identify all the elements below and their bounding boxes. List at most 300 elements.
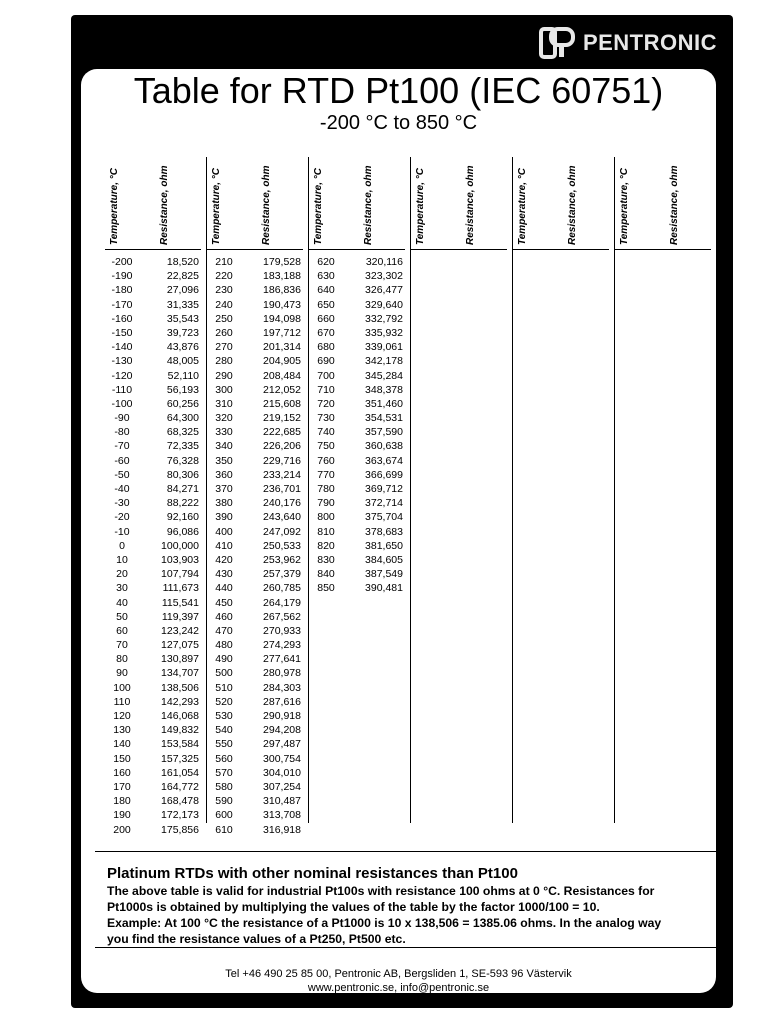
resistance-cell: 384,605 (365, 553, 403, 566)
table-row (105, 709, 205, 723)
resistance-cell: 27,096 (166, 284, 199, 297)
temperature-cell: 310 (215, 397, 233, 410)
temperature-cell: -70 (114, 440, 130, 453)
temperature-cell: 90 (116, 667, 128, 680)
table-row (309, 255, 409, 269)
resistance-cell: 375,704 (365, 511, 403, 524)
column-group (309, 157, 411, 823)
table-row (309, 468, 409, 482)
table-row (207, 496, 307, 510)
table-row (105, 808, 205, 822)
temperature-cell: -80 (114, 426, 130, 439)
resistance-cell: 297,487 (263, 738, 301, 751)
temperature-cell: -100 (111, 397, 133, 410)
resistance-cell: 92,160 (166, 511, 199, 524)
temperature-cell: 170 (113, 780, 131, 793)
resistance-cell: 115,541 (161, 596, 199, 609)
temperature-cell: 790 (317, 497, 335, 510)
table-rows (309, 255, 409, 596)
table-row (309, 326, 409, 340)
temperature-cell: 550 (215, 738, 233, 751)
resistance-cell: 201,314 (263, 341, 301, 354)
resistance-cell: 183,188 (263, 270, 301, 283)
table-row (207, 610, 307, 624)
table-row (207, 638, 307, 652)
resistance-cell: 366,699 (365, 468, 403, 481)
resistance-cell: 290,918 (263, 710, 301, 722)
resistance-cell: 142,293 (161, 695, 199, 708)
table-row (309, 283, 409, 297)
table-row (207, 482, 307, 496)
temperature-cell: 200 (113, 823, 131, 836)
resistance-cell: 222,685 (263, 426, 301, 439)
table-row (105, 510, 205, 524)
temperature-cell: 250 (215, 312, 233, 325)
table-row (309, 539, 409, 553)
footer (81, 967, 716, 993)
table-row (105, 326, 205, 340)
temperature-cell: 430 (215, 568, 233, 581)
footer-web: www.pentronic.se, info@pentronic.se (307, 982, 490, 993)
temperature-cell: 710 (317, 383, 335, 396)
resistance-cell: 345,284 (365, 369, 403, 382)
note-line: The above table is valid for industrial Pt100s with resistance 100 ohms at 0 °C. Resistances for (107, 884, 655, 898)
table-row (105, 369, 205, 383)
table-row (105, 454, 205, 468)
resistance-cell: 226,206 (263, 440, 301, 453)
temperature-cell: 60 (116, 624, 128, 637)
column-group (207, 157, 309, 836)
resistance-header: Resistance, ohm (465, 165, 476, 245)
table-row (105, 283, 205, 297)
temperature-cell: 410 (215, 539, 233, 552)
resistance-cell: 320,116 (365, 256, 403, 268)
table-row (105, 397, 205, 411)
page-subtitle: -200 °C to 850 °C (319, 112, 478, 134)
resistance-cell: 212,052 (263, 383, 301, 396)
table-row (105, 468, 205, 482)
table-row (207, 468, 307, 482)
resistance-cell: 146,068 (161, 710, 199, 722)
table-row (309, 298, 409, 312)
page-title: Table for RTD Pt100 (IEC 60751) (133, 70, 664, 111)
table-row (207, 553, 307, 567)
temperature-cell: 260 (215, 326, 233, 339)
resistance-cell: 107,794 (161, 568, 199, 581)
table-row (309, 411, 409, 425)
resistance-cell: 378,683 (365, 525, 403, 538)
resistance-cell: 100,000 (161, 539, 199, 552)
resistance-cell: 240,176 (263, 497, 301, 510)
temperature-cell: 210 (215, 256, 233, 268)
temperature-cell: 780 (317, 483, 335, 495)
column-header (309, 157, 405, 250)
temperature-header: Temperature, °C (517, 168, 528, 245)
temperature-cell: -130 (111, 355, 133, 368)
temperature-cell: 320 (215, 412, 233, 425)
temperature-cell: 300 (215, 383, 233, 396)
temperature-cell: 520 (215, 695, 233, 708)
info-note (95, 851, 716, 948)
table-row (105, 255, 205, 269)
resistance-cell: 270,933 (263, 624, 301, 637)
table-row (105, 780, 205, 794)
resistance-cell: 280,978 (263, 667, 301, 680)
note-line: Example: At 100 °C the resistance of a Pt1000 is 10 x 138,506 = 1385.06 ohms. In the analog way (107, 916, 662, 930)
table-row (309, 496, 409, 510)
temperature-cell: 770 (317, 468, 335, 481)
temperature-cell: 110 (113, 695, 131, 708)
resistance-cell: 243,640 (263, 511, 301, 524)
table-row (105, 766, 205, 780)
temperature-cell: -90 (114, 412, 130, 425)
temperature-cell: 810 (317, 525, 335, 538)
table-row (207, 425, 307, 439)
table-row (105, 269, 205, 283)
resistance-cell: 215,608 (263, 397, 301, 410)
column-header (411, 157, 507, 250)
table-row (207, 340, 307, 354)
temperature-header: Temperature, °C (415, 168, 426, 245)
footer-contact: Tel +46 490 25 85 00, Pentronic AB, Bergsliden 1, SE-593 96 Västervik (225, 968, 572, 980)
temperature-cell: 610 (215, 823, 233, 836)
column-header (105, 157, 201, 250)
temperature-cell: 700 (317, 369, 335, 382)
temperature-cell: 720 (317, 397, 335, 410)
resistance-cell: 134,707 (161, 667, 199, 680)
resistance-cell: 72,335 (166, 440, 199, 453)
table-row (105, 482, 205, 496)
temperature-cell: 70 (116, 639, 128, 652)
table-row (105, 496, 205, 510)
temperature-cell: 450 (215, 596, 233, 609)
resistance-cell: 157,325 (161, 752, 199, 765)
table-row (105, 794, 205, 808)
table-row (105, 681, 205, 695)
table-row (105, 340, 205, 354)
resistance-cell: 68,325 (166, 426, 199, 439)
table-rows (105, 255, 205, 837)
table-row (105, 737, 205, 751)
table-row (309, 397, 409, 411)
table-row (207, 283, 307, 297)
resistance-cell: 300,754 (263, 752, 301, 765)
table-row (105, 411, 205, 425)
resistance-cell: 39,723 (166, 326, 199, 339)
column-header (615, 157, 711, 250)
resistance-header: Resistance, ohm (363, 165, 374, 245)
table-row (309, 439, 409, 453)
table-row (207, 808, 307, 822)
resistance-cell: 360,638 (365, 440, 403, 453)
resistance-cell: 348,378 (365, 383, 403, 396)
temperature-cell: 220 (215, 270, 233, 283)
temperature-cell: 800 (317, 511, 335, 524)
resistance-cell: 204,905 (263, 355, 301, 368)
resistance-cell: 329,640 (365, 298, 403, 311)
resistance-cell: 339,061 (365, 341, 403, 354)
temperature-cell: 190 (113, 809, 131, 822)
table-row (105, 312, 205, 326)
table-row (207, 454, 307, 468)
rtd-table (105, 157, 714, 836)
resistance-cell: 351,460 (365, 397, 403, 410)
resistance-cell: 264,179 (263, 596, 301, 609)
resistance-cell: 149,832 (161, 724, 199, 737)
temperature-cell: 280 (215, 355, 233, 368)
resistance-cell: 332,792 (365, 312, 403, 325)
temperature-cell: 490 (215, 653, 233, 666)
column-header (207, 157, 303, 250)
resistance-cell: 236,701 (263, 483, 301, 495)
temperature-cell: 480 (215, 639, 233, 652)
table-row (207, 581, 307, 595)
temperature-header: Temperature, °C (313, 168, 324, 245)
table-row (309, 525, 409, 539)
temperature-header: Temperature, °C (109, 168, 120, 245)
temperature-cell: -160 (111, 312, 133, 325)
resistance-header: Resistance, ohm (567, 165, 578, 245)
resistance-cell: 164,772 (161, 780, 199, 793)
temperature-cell: 80 (116, 653, 128, 666)
table-rows (207, 255, 307, 837)
table-row (207, 525, 307, 539)
temperature-cell: 460 (215, 610, 233, 623)
resistance-cell: 247,092 (263, 525, 301, 538)
temperature-cell: 640 (317, 284, 335, 297)
temperature-header: Temperature, °C (211, 168, 222, 245)
table-row (207, 624, 307, 638)
resistance-cell: 64,300 (166, 412, 199, 425)
temperature-cell: -40 (114, 483, 130, 495)
resistance-cell: 35,543 (166, 312, 199, 325)
table-row (309, 581, 409, 595)
table-row (309, 510, 409, 524)
resistance-cell: 277,641 (263, 653, 301, 666)
temperature-cell: 690 (317, 355, 335, 368)
temperature-cell: 540 (215, 724, 233, 737)
temperature-cell: -200 (111, 256, 133, 268)
temperature-cell: 750 (317, 440, 335, 453)
column-group (105, 157, 207, 836)
resistance-cell: 161,054 (161, 766, 199, 779)
resistance-cell: 323,302 (365, 270, 403, 283)
note-line: you find the resistance values of a Pt250, Pt500 etc. (107, 932, 406, 946)
temperature-cell: 530 (215, 710, 233, 722)
resistance-cell: 153,584 (161, 738, 199, 751)
table-row (207, 383, 307, 397)
resistance-cell: 363,674 (365, 454, 403, 467)
temperature-cell: 440 (215, 582, 233, 595)
table-row (105, 581, 205, 595)
resistance-cell: 390,481 (365, 582, 403, 595)
resistance-cell: 48,005 (166, 355, 199, 368)
resistance-header: Resistance, ohm (159, 165, 170, 245)
temperature-cell: 660 (317, 312, 335, 325)
table-row (207, 794, 307, 808)
temperature-cell: 570 (215, 766, 233, 779)
table-row (207, 397, 307, 411)
table-row (207, 823, 307, 837)
temperature-cell: 580 (215, 780, 233, 793)
resistance-cell: 304,010 (263, 766, 301, 779)
table-row (207, 439, 307, 453)
pentronic-logo-icon (539, 26, 579, 60)
temperature-cell: 730 (317, 412, 335, 425)
table-row (207, 354, 307, 368)
table-row (207, 326, 307, 340)
temperature-cell: 140 (113, 738, 131, 751)
temperature-cell: 50 (116, 610, 128, 623)
table-row (105, 695, 205, 709)
note-line: Pt1000s is obtained by multiplying the values of the table by the factor 1000/100 = 10. (107, 900, 600, 914)
temperature-cell: 230 (215, 284, 233, 297)
temperature-cell: 670 (317, 326, 335, 339)
temperature-cell: 130 (113, 724, 131, 737)
table-row (309, 454, 409, 468)
resistance-cell: 313,708 (263, 809, 301, 822)
temperature-cell: 160 (113, 766, 131, 779)
table-row (105, 652, 205, 666)
resistance-cell: 267,562 (263, 610, 301, 623)
temperature-header: Temperature, °C (619, 168, 630, 245)
resistance-cell: 310,487 (263, 795, 301, 808)
resistance-cell: 168,478 (161, 795, 199, 808)
temperature-cell: 400 (215, 525, 233, 538)
table-row (207, 752, 307, 766)
table-row (309, 567, 409, 581)
resistance-cell: 119,397 (161, 610, 199, 623)
table-row (105, 723, 205, 737)
table-row (207, 539, 307, 553)
resistance-cell: 219,152 (263, 412, 301, 425)
resistance-cell: 372,714 (365, 497, 403, 510)
table-row (105, 425, 205, 439)
table-row (105, 298, 205, 312)
temperature-cell: -50 (114, 468, 130, 481)
resistance-cell: 326,477 (365, 284, 403, 297)
resistance-cell: 260,785 (263, 582, 301, 595)
temperature-cell: 680 (317, 341, 335, 354)
table-row (207, 298, 307, 312)
resistance-cell: 287,616 (263, 695, 301, 708)
table-row (309, 354, 409, 368)
temperature-cell: 850 (317, 582, 335, 595)
temperature-cell: -110 (111, 383, 133, 396)
table-row (105, 624, 205, 638)
temperature-cell: 620 (317, 256, 335, 268)
table-row (207, 666, 307, 680)
table-row (207, 780, 307, 794)
temperature-cell: -140 (111, 341, 133, 354)
temperature-cell: 510 (215, 681, 233, 694)
temperature-cell: -190 (111, 270, 133, 283)
table-row (309, 312, 409, 326)
resistance-cell: 253,962 (263, 553, 301, 566)
table-row (207, 269, 307, 283)
temperature-cell: 380 (215, 497, 233, 510)
resistance-cell: 316,918 (263, 823, 301, 836)
temperature-cell: 650 (317, 298, 335, 311)
resistance-cell: 138,506 (161, 681, 199, 694)
resistance-cell: 381,650 (365, 539, 403, 552)
temperature-cell: 290 (215, 369, 233, 382)
resistance-cell: 52,110 (167, 369, 199, 382)
resistance-cell: 31,335 (166, 298, 199, 311)
resistance-cell: 84,271 (166, 483, 199, 495)
table-row (207, 652, 307, 666)
resistance-cell: 190,473 (263, 298, 301, 311)
table-row (207, 369, 307, 383)
table-row (309, 383, 409, 397)
table-row (309, 340, 409, 354)
resistance-cell: 233,214 (263, 468, 301, 481)
temperature-cell: 100 (113, 681, 131, 694)
resistance-cell: 257,379 (263, 568, 301, 581)
column-group (615, 157, 716, 823)
brand-name: PENTRONIC (582, 30, 717, 55)
table-row (309, 369, 409, 383)
resistance-cell: 76,328 (166, 454, 199, 467)
temperature-cell: 820 (317, 539, 335, 552)
resistance-cell: 197,712 (263, 326, 301, 339)
resistance-cell: 194,098 (263, 312, 301, 325)
table-row (309, 269, 409, 283)
table-row (207, 411, 307, 425)
resistance-cell: 208,484 (263, 369, 301, 382)
temperature-cell: 560 (215, 752, 233, 765)
page-frame (71, 15, 733, 1008)
table-row (309, 425, 409, 439)
temperature-cell: -170 (111, 298, 133, 311)
temperature-cell: 600 (215, 809, 233, 822)
column-header (513, 157, 609, 250)
table-row (105, 553, 205, 567)
resistance-cell: 111,673 (162, 582, 199, 595)
temperature-cell: 30 (116, 582, 128, 595)
table-row (309, 553, 409, 567)
table-row (207, 510, 307, 524)
temperature-cell: 370 (215, 483, 233, 495)
table-row (207, 255, 307, 269)
resistance-cell: 335,932 (365, 326, 403, 339)
temperature-cell: 420 (215, 553, 233, 566)
resistance-cell: 80,306 (166, 468, 199, 481)
resistance-cell: 60,256 (166, 397, 199, 410)
temperature-cell: 740 (317, 426, 335, 439)
table-row (105, 525, 205, 539)
temperature-cell: -10 (114, 525, 130, 538)
resistance-cell: 127,075 (161, 639, 199, 652)
temperature-cell: -60 (114, 454, 130, 467)
temperature-cell: 330 (215, 426, 233, 439)
temperature-cell: 150 (113, 752, 131, 765)
table-row (309, 482, 409, 496)
table-row (207, 709, 307, 723)
resistance-cell: 342,178 (365, 355, 403, 368)
resistance-cell: 357,590 (365, 426, 403, 439)
resistance-cell: 18,520 (166, 256, 199, 268)
temperature-cell: 240 (215, 298, 233, 311)
brand-logo (539, 25, 717, 61)
resistance-cell: 186,836 (263, 284, 301, 297)
temperature-cell: 0 (119, 539, 125, 552)
resistance-cell: 175,856 (161, 823, 199, 836)
temperature-cell: 840 (317, 568, 335, 581)
temperature-cell: -20 (114, 511, 130, 524)
temperature-cell: 180 (113, 795, 131, 808)
temperature-cell: 390 (215, 511, 233, 524)
